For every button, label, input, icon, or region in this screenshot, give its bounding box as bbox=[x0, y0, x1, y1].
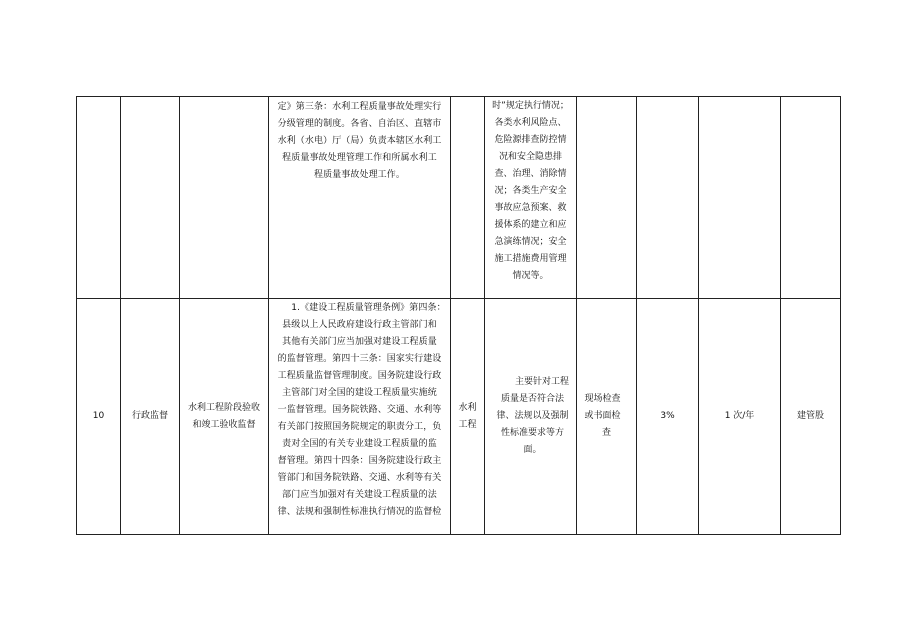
requirement-line: 况；各类生产安全 bbox=[494, 186, 567, 196]
requirement-line: 各类水利风险点、 bbox=[494, 118, 567, 128]
law-line: 县级以上人民政府建设行政主管部门和 bbox=[282, 320, 437, 330]
supervision-table bbox=[76, 96, 841, 535]
law-line: 责对全国的有关专业建设工程质量的监 bbox=[282, 439, 437, 449]
item-cell bbox=[180, 299, 269, 535]
law-line: 一监督管理。国务院铁路、交通、水利等 bbox=[277, 405, 442, 415]
law-line: 主管部门对全国的建设工程质量实施统 bbox=[282, 388, 437, 398]
item-cell bbox=[180, 97, 269, 299]
number-cell bbox=[77, 299, 121, 535]
number-cell bbox=[77, 97, 121, 299]
requirement-line: 急演练情况；安全 bbox=[494, 237, 567, 247]
requirement-cell bbox=[485, 97, 577, 299]
category-text: 行政监督 bbox=[131, 411, 168, 421]
law-line: 工程质量监督管理制度。国务院建设行政 bbox=[277, 371, 442, 381]
method-line: 或书面检 bbox=[584, 411, 621, 421]
law-line: 有关部门按照国务院规定的职责分工，负 bbox=[277, 422, 442, 432]
object-line: 水利 bbox=[458, 402, 477, 413]
frequency-cell bbox=[699, 97, 781, 299]
table-row bbox=[77, 97, 841, 299]
law-line: 管部门和国务院铁路、交通、水利等有关 bbox=[277, 473, 442, 483]
requirement-line: 面。 bbox=[523, 445, 542, 455]
law-line: 1.《建设工程质量管理条例》第四条： bbox=[291, 303, 446, 313]
requirement-line: 危险源排查防控情 bbox=[494, 135, 567, 145]
object-line: 工程 bbox=[458, 419, 477, 430]
row-number: 10 bbox=[92, 411, 105, 421]
method-line: 现场检查 bbox=[584, 394, 621, 404]
requirement-line: 性标准要求等方 bbox=[500, 428, 564, 438]
requirement-line: 查、治理、消除情 bbox=[494, 169, 567, 179]
requirement-line: 事故应急预案、救 bbox=[494, 203, 567, 213]
law-line: 部门应当加强对有关建设工程质量的法 bbox=[282, 490, 437, 500]
frequency-cell bbox=[699, 299, 781, 535]
ratio-text: 3% bbox=[660, 411, 675, 421]
requirement-cell bbox=[485, 299, 577, 535]
table-row bbox=[77, 299, 841, 535]
law-line: 水利（水电）厅（局）负责本辖区水利工 bbox=[277, 136, 442, 146]
method-line: 查 bbox=[601, 428, 611, 438]
ratio-cell bbox=[637, 299, 699, 535]
requirement-line: 施工措施费用管理 bbox=[494, 254, 567, 264]
requirement-line: 主要针对工程 bbox=[514, 377, 569, 387]
law-line: 程质量事故处理工作。 bbox=[313, 170, 405, 180]
law-line: 定》第三条：水利工程质量事故处理实行 bbox=[277, 102, 442, 112]
object-cell bbox=[451, 299, 485, 535]
method-cell bbox=[577, 97, 637, 299]
requirement-line: 时”规定执行情况； bbox=[492, 101, 569, 111]
ratio-cell bbox=[637, 97, 699, 299]
law-basis-cell bbox=[269, 299, 451, 535]
law-line: 的监督管理。第四十三条：国家实行建设 bbox=[277, 354, 442, 364]
law-line: 律、法规和强制性标准执行情况的监督检 bbox=[277, 507, 442, 517]
department-cell bbox=[781, 97, 841, 299]
item-line: 和竣工验收监督 bbox=[192, 419, 256, 430]
category-cell bbox=[121, 299, 180, 535]
item-line: 水利工程阶段验收 bbox=[187, 402, 260, 413]
requirement-line: 情况等。 bbox=[512, 271, 549, 281]
law-line: 督管理。第四十四条：国务院建设行政主 bbox=[277, 456, 442, 466]
method-text-block bbox=[585, 391, 629, 442]
category-cell bbox=[121, 97, 180, 299]
law-line: 程质量事故处理管理工作和所属水利工 bbox=[282, 153, 437, 163]
frequency-text: 1 次/年 bbox=[724, 411, 755, 421]
requirement-line: 况和安全隐患排 bbox=[498, 152, 562, 162]
requirement-line: 质量是否符合法 bbox=[500, 394, 564, 404]
department-text: 建管股 bbox=[796, 411, 824, 421]
law-line: 分级管理的制度。各省、自治区、直辖市 bbox=[277, 119, 442, 129]
law-line: 其他有关部门应当加强对建设工程质量 bbox=[282, 337, 437, 347]
law-basis-cell bbox=[269, 97, 451, 299]
department-cell bbox=[781, 299, 841, 535]
requirement-line: 援体系的建立和应 bbox=[494, 220, 567, 230]
method-cell bbox=[577, 299, 637, 535]
object-cell bbox=[451, 97, 485, 299]
requirement-line: 律、法规以及强制 bbox=[496, 411, 569, 421]
